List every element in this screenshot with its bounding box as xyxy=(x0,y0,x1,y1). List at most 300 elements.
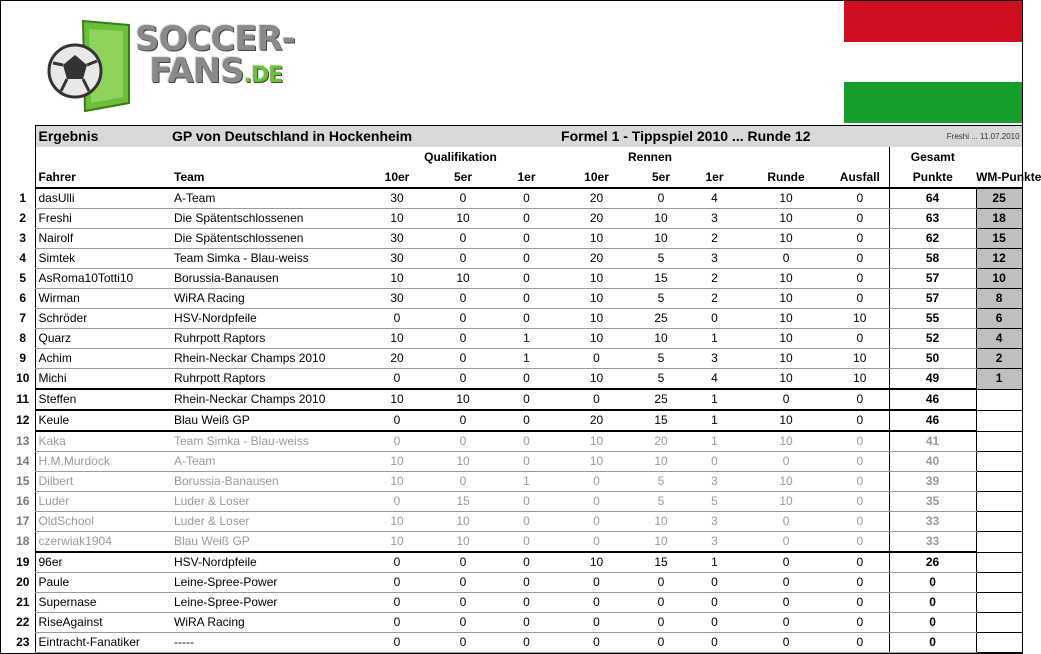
rank-cell: 15 xyxy=(16,474,30,488)
logo-line2: FANS xyxy=(149,51,244,91)
fahrer-cell: Michi xyxy=(35,369,172,390)
punkte-cell: 63 xyxy=(889,209,976,229)
q10-cell: 0 xyxy=(362,309,432,329)
q5-cell: 10 xyxy=(432,269,494,289)
punkte-cell: 0 xyxy=(889,633,976,653)
wm-punkte-cell: 12 xyxy=(976,249,1022,269)
r5-cell: 5 xyxy=(634,289,688,309)
q5-cell: 0 xyxy=(432,289,494,309)
q10-cell: 30 xyxy=(362,188,432,209)
team-cell: Borussia-Banausen xyxy=(172,472,362,492)
ausfall-cell: 10 xyxy=(831,349,889,369)
team-cell: A-Team xyxy=(172,452,362,472)
group-rennen: Rennen xyxy=(628,149,673,164)
r1-cell: 4 xyxy=(688,188,741,209)
table-row xyxy=(11,389,1022,410)
team-cell: Team Simka - Blau-weiss xyxy=(172,431,362,452)
rank-cell: 5 xyxy=(19,271,27,285)
ausfall-cell: 0 xyxy=(831,532,889,553)
fahrer-cell: Keule xyxy=(35,410,172,431)
fahrer-cell: Simtek xyxy=(35,249,172,269)
r1-cell: 3 xyxy=(688,209,741,229)
punkte-cell: 0 xyxy=(889,573,976,593)
r1-cell: 3 xyxy=(688,349,741,369)
runde-cell: 0 xyxy=(741,593,831,613)
ausfall-cell: 0 xyxy=(831,573,889,593)
r1-cell: 0 xyxy=(688,633,741,653)
rank-cell: 9 xyxy=(19,351,27,365)
table-row xyxy=(11,472,1022,492)
wm-punkte-cell xyxy=(976,389,1022,410)
fahrer-cell: 96er xyxy=(35,552,172,573)
punkte-cell: 46 xyxy=(889,389,976,410)
q5-cell: 0 xyxy=(432,431,494,452)
r10-cell: 10 xyxy=(559,552,634,573)
q5-cell: 0 xyxy=(432,613,494,633)
r10-cell: 10 xyxy=(559,452,634,472)
q10-cell: 0 xyxy=(362,593,432,613)
wm-punkte-cell: 6 xyxy=(976,309,1022,329)
team-cell: Die Spätentschlossenen xyxy=(172,229,362,249)
q1-cell: 0 xyxy=(494,229,559,249)
punkte-cell: 0 xyxy=(889,593,976,613)
ausfall-cell: 0 xyxy=(831,431,889,452)
col-punkte: Punkte xyxy=(889,167,976,188)
fahrer-cell: H.M.Murdock xyxy=(35,452,172,472)
runde-cell: 10 xyxy=(741,188,831,209)
r1-cell: 2 xyxy=(688,269,741,289)
runde-cell: 10 xyxy=(741,492,831,512)
q5-cell: 10 xyxy=(432,452,494,472)
flag-stripe-green xyxy=(844,82,1022,123)
r10-cell: 10 xyxy=(559,289,634,309)
r10-cell: 0 xyxy=(559,492,634,512)
team-cell: Leine-Spree-Power xyxy=(172,593,362,613)
rank-cell: 23 xyxy=(16,635,30,649)
rank-cell: 19 xyxy=(16,554,30,569)
rank-cell: 2 xyxy=(19,211,27,225)
wm-punkte-cell xyxy=(976,410,1022,431)
r10-cell: 0 xyxy=(559,512,634,532)
q10-cell: 0 xyxy=(362,431,432,452)
q5-cell: 10 xyxy=(432,512,494,532)
team-cell: Luder & Loser xyxy=(172,492,362,512)
table-row xyxy=(11,593,1022,613)
wm-punkte-cell xyxy=(976,633,1022,653)
r10-cell: 20 xyxy=(559,410,634,431)
col-runde: Runde xyxy=(741,167,831,188)
ausfall-cell: 0 xyxy=(831,209,889,229)
rank-cell: 12 xyxy=(16,413,30,427)
col-r10: 10er xyxy=(559,167,634,188)
table-row xyxy=(11,532,1022,553)
r1-cell: 3 xyxy=(688,532,741,553)
table-row xyxy=(11,573,1022,593)
r10-cell: 10 xyxy=(559,431,634,452)
team-cell: Blau Weiß GP xyxy=(172,410,362,431)
q10-cell: 10 xyxy=(362,269,432,289)
team-cell: Ruhrpott Raptors xyxy=(172,369,362,390)
punkte-cell: 46 xyxy=(889,410,976,431)
table-row xyxy=(11,229,1022,249)
q1-cell: 0 xyxy=(494,613,559,633)
r5-cell: 10 xyxy=(634,329,688,349)
punkte-cell: 41 xyxy=(889,431,976,452)
team-cell: Rhein-Neckar Champs 2010 xyxy=(172,349,362,369)
punkte-cell: 52 xyxy=(889,329,976,349)
q10-cell: 0 xyxy=(362,613,432,633)
col-r1: 1er xyxy=(688,167,741,188)
q10-cell: 0 xyxy=(362,633,432,653)
logo-text xyxy=(135,19,295,92)
r5-cell: 5 xyxy=(634,369,688,390)
r1-cell: 1 xyxy=(688,431,741,452)
ausfall-cell: 0 xyxy=(831,552,889,573)
q1-cell: 0 xyxy=(494,512,559,532)
wm-punkte-cell: 4 xyxy=(976,329,1022,349)
q10-cell: 30 xyxy=(362,229,432,249)
r5-cell: 20 xyxy=(634,431,688,452)
r5-cell: 10 xyxy=(634,229,688,249)
punkte-cell: 0 xyxy=(889,613,976,633)
punkte-cell: 26 xyxy=(889,552,976,573)
r5-cell: 0 xyxy=(634,593,688,613)
rank-cell: 20 xyxy=(16,575,30,589)
q10-cell: 30 xyxy=(362,289,432,309)
wm-punkte-cell: 18 xyxy=(976,209,1022,229)
r10-cell: 0 xyxy=(559,389,634,410)
q5-cell: 0 xyxy=(432,249,494,269)
flag-stripe-white xyxy=(844,42,1022,83)
wm-punkte-cell: 15 xyxy=(976,229,1022,249)
q1-cell: 0 xyxy=(494,369,559,390)
q1-cell: 0 xyxy=(494,389,559,410)
runde-cell: 0 xyxy=(741,512,831,532)
q5-cell: 0 xyxy=(432,349,494,369)
r10-cell: 0 xyxy=(559,633,634,653)
runde-cell: 0 xyxy=(741,633,831,653)
team-cell: Team Simka - Blau-weiss xyxy=(172,249,362,269)
ausfall-cell: 0 xyxy=(831,593,889,613)
runde-cell: 10 xyxy=(741,410,831,431)
rank-cell: 6 xyxy=(19,291,27,305)
group-qualifikation: Qualifikation xyxy=(424,149,497,164)
runde-cell: 0 xyxy=(741,552,831,573)
rank-cell: 18 xyxy=(16,534,30,549)
r10-cell: 20 xyxy=(559,209,634,229)
wm-punkte-cell xyxy=(976,512,1022,532)
q1-cell: 0 xyxy=(494,452,559,472)
wm-punkte-cell xyxy=(976,593,1022,613)
r1-cell: 3 xyxy=(688,472,741,492)
ausfall-cell: 0 xyxy=(831,229,889,249)
punkte-cell: 64 xyxy=(889,188,976,209)
q5-cell: 0 xyxy=(432,552,494,573)
q10-cell: 20 xyxy=(362,349,432,369)
ausfall-cell: 0 xyxy=(831,613,889,633)
ausfall-cell: 0 xyxy=(831,329,889,349)
hungary-flag xyxy=(844,1,1022,123)
ergebnis-label: Ergebnis xyxy=(35,126,172,148)
fahrer-cell: Eintracht-Fanatiker xyxy=(35,633,172,653)
r5-cell: 0 xyxy=(634,573,688,593)
r10-cell: 10 xyxy=(559,329,634,349)
q1-cell: 1 xyxy=(494,349,559,369)
q5-cell: 10 xyxy=(432,532,494,553)
ausfall-cell: 0 xyxy=(831,269,889,289)
q1-cell: 0 xyxy=(494,289,559,309)
table-row xyxy=(11,329,1022,349)
fahrer-cell: Paule xyxy=(35,573,172,593)
runde-cell: 10 xyxy=(741,329,831,349)
fahrer-cell: czerwiak1904 xyxy=(35,532,172,553)
column-header-row xyxy=(11,167,1022,188)
q10-cell: 10 xyxy=(362,452,432,472)
rank-cell: 17 xyxy=(16,514,30,528)
fahrer-cell: Luder xyxy=(35,492,172,512)
table-row xyxy=(11,613,1022,633)
r1-cell: 1 xyxy=(688,410,741,431)
logo-line1: SOCCER- xyxy=(135,19,295,59)
r10-cell: 0 xyxy=(559,573,634,593)
q10-cell: 30 xyxy=(362,249,432,269)
fahrer-cell: Nairolf xyxy=(35,229,172,249)
r1-cell: 0 xyxy=(688,593,741,613)
r1-cell: 0 xyxy=(688,452,741,472)
r1-cell: 0 xyxy=(688,309,741,329)
team-cell: HSV-Nordpfeile xyxy=(172,552,362,573)
table-row xyxy=(11,269,1022,289)
table-row xyxy=(11,249,1022,269)
q5-cell: 0 xyxy=(432,329,494,349)
fahrer-cell: Achim xyxy=(35,349,172,369)
r5-cell: 0 xyxy=(634,188,688,209)
q10-cell: 10 xyxy=(362,472,432,492)
wm-punkte-cell xyxy=(976,492,1022,512)
punkte-cell: 49 xyxy=(889,369,976,390)
q5-cell: 0 xyxy=(432,472,494,492)
wm-punkte-cell xyxy=(976,532,1022,553)
q10-cell: 0 xyxy=(362,552,432,573)
ausfall-cell: 10 xyxy=(831,369,889,390)
q5-cell: 10 xyxy=(432,209,494,229)
punkte-cell: 58 xyxy=(889,249,976,269)
q10-cell: 10 xyxy=(362,512,432,532)
r5-cell: 0 xyxy=(634,633,688,653)
team-cell: Ruhrpott Raptors xyxy=(172,329,362,349)
race-title: GP von Deutschland in Hockenheim xyxy=(172,126,559,148)
table-row xyxy=(11,512,1022,532)
wm-punkte-cell xyxy=(976,472,1022,492)
runde-cell: 10 xyxy=(741,209,831,229)
ausfall-cell: 0 xyxy=(831,188,889,209)
fahrer-cell: Schröder xyxy=(35,309,172,329)
q10-cell: 10 xyxy=(362,329,432,349)
runde-cell: 10 xyxy=(741,349,831,369)
q1-cell: 0 xyxy=(494,410,559,431)
r10-cell: 0 xyxy=(559,532,634,553)
team-cell: Luder & Loser xyxy=(172,512,362,532)
fahrer-cell: Kaka xyxy=(35,431,172,452)
table-row xyxy=(11,209,1022,229)
team-cell: ----- xyxy=(172,633,362,653)
col-q1: 1er xyxy=(494,167,559,188)
runde-cell: 0 xyxy=(741,249,831,269)
ausfall-cell: 0 xyxy=(831,249,889,269)
q1-cell: 0 xyxy=(494,249,559,269)
col-wm-punkte: WM-Punkte xyxy=(976,167,1022,188)
r1-cell: 0 xyxy=(688,573,741,593)
q5-cell: 0 xyxy=(432,369,494,390)
r10-cell: 0 xyxy=(559,613,634,633)
team-cell: A-Team xyxy=(172,188,362,209)
table-row xyxy=(11,349,1022,369)
title-row xyxy=(11,126,1022,148)
r5-cell: 5 xyxy=(634,249,688,269)
wm-punkte-cell xyxy=(976,573,1022,593)
r5-cell: 5 xyxy=(634,349,688,369)
r1-cell: 3 xyxy=(688,512,741,532)
team-cell: Borussia-Banausen xyxy=(172,269,362,289)
punkte-cell: 33 xyxy=(889,532,976,553)
soccer-fans-logo[interactable] xyxy=(45,15,295,115)
r1-cell: 2 xyxy=(688,289,741,309)
runde-cell: 10 xyxy=(741,472,831,492)
fahrer-cell: Steffen xyxy=(35,389,172,410)
runde-cell: 0 xyxy=(741,613,831,633)
r5-cell: 15 xyxy=(634,269,688,289)
q5-cell: 0 xyxy=(432,410,494,431)
col-q5: 5er xyxy=(432,167,494,188)
logo-shield-icon xyxy=(45,15,135,115)
fahrer-cell: Dilbert xyxy=(35,472,172,492)
runde-cell: 0 xyxy=(741,452,831,472)
wm-punkte-cell xyxy=(976,431,1022,452)
q1-cell: 0 xyxy=(494,633,559,653)
ausfall-cell: 0 xyxy=(831,512,889,532)
table-row xyxy=(11,289,1022,309)
table-row xyxy=(11,452,1022,472)
table-row xyxy=(11,431,1022,452)
wm-punkte-cell: 2 xyxy=(976,349,1022,369)
r5-cell: 10 xyxy=(634,209,688,229)
q10-cell: 0 xyxy=(362,573,432,593)
r1-cell: 3 xyxy=(688,249,741,269)
wm-punkte-cell xyxy=(976,452,1022,472)
q5-cell: 0 xyxy=(432,309,494,329)
r10-cell: 0 xyxy=(559,472,634,492)
rank-cell: 11 xyxy=(16,392,30,406)
q1-cell: 0 xyxy=(494,593,559,613)
runde-cell: 10 xyxy=(741,369,831,390)
q5-cell: 0 xyxy=(432,633,494,653)
fahrer-cell: OldSchool xyxy=(35,512,172,532)
meta-info: Freshi ... 11.07.2010 xyxy=(831,126,1022,148)
runde-cell: 0 xyxy=(741,389,831,410)
col-team: Team xyxy=(172,167,362,188)
ausfall-cell: 10 xyxy=(831,309,889,329)
series-title: Formel 1 - Tippspiel 2010 ... Runde 12 xyxy=(559,126,831,148)
table-row xyxy=(11,552,1022,573)
r5-cell: 5 xyxy=(634,492,688,512)
q1-cell: 0 xyxy=(494,492,559,512)
wm-punkte-cell: 25 xyxy=(976,188,1022,209)
wm-punkte-cell xyxy=(976,613,1022,633)
table-row xyxy=(11,410,1022,431)
col-r5: 5er xyxy=(634,167,688,188)
runde-cell: 10 xyxy=(741,309,831,329)
ausfall-cell: 0 xyxy=(831,410,889,431)
q10-cell: 10 xyxy=(362,389,432,410)
punkte-cell: 57 xyxy=(889,269,976,289)
rank-cell: 3 xyxy=(19,231,27,245)
results-table xyxy=(11,125,1041,653)
team-cell: Leine-Spree-Power xyxy=(172,573,362,593)
r10-cell: 20 xyxy=(559,188,634,209)
punkte-cell: 62 xyxy=(889,229,976,249)
r10-cell: 10 xyxy=(559,269,634,289)
q1-cell: 0 xyxy=(494,532,559,553)
col-fahrer: Fahrer xyxy=(35,167,172,188)
table-row xyxy=(11,369,1022,390)
wm-punkte-cell: 8 xyxy=(976,289,1022,309)
table-row xyxy=(11,492,1022,512)
fahrer-cell: Quarz xyxy=(35,329,172,349)
q10-cell: 0 xyxy=(362,492,432,512)
ausfall-cell: 0 xyxy=(831,492,889,512)
table-row xyxy=(11,309,1022,329)
fahrer-cell: AsRoma10Totti10 xyxy=(35,269,172,289)
fahrer-cell: Supernase xyxy=(35,593,172,613)
group-gesamt: Gesamt xyxy=(910,149,955,164)
q1-cell: 0 xyxy=(494,309,559,329)
rank-cell: 22 xyxy=(16,615,30,629)
r5-cell: 0 xyxy=(634,613,688,633)
team-cell: HSV-Nordpfeile xyxy=(172,309,362,329)
punkte-cell: 39 xyxy=(889,472,976,492)
wm-punkte-cell xyxy=(976,552,1022,573)
r10-cell: 0 xyxy=(559,349,634,369)
runde-cell: 10 xyxy=(741,269,831,289)
rank-cell: 7 xyxy=(19,311,27,325)
group-header-row xyxy=(11,147,1022,167)
r5-cell: 10 xyxy=(634,532,688,553)
r10-cell: 0 xyxy=(559,593,634,613)
wm-punkte-cell: 1 xyxy=(976,369,1022,390)
fahrer-cell: dasUlli xyxy=(35,188,172,209)
q10-cell: 0 xyxy=(362,410,432,431)
team-cell: WiRA Racing xyxy=(172,289,362,309)
table-row xyxy=(11,188,1022,209)
team-cell: Die Spätentschlossenen xyxy=(172,209,362,229)
team-cell: WiRA Racing xyxy=(172,613,362,633)
rank-cell: 14 xyxy=(16,454,30,468)
q1-cell: 1 xyxy=(494,329,559,349)
r10-cell: 10 xyxy=(559,229,634,249)
flag-stripe-red xyxy=(844,1,1022,42)
rank-cell: 13 xyxy=(16,433,30,448)
punkte-cell: 33 xyxy=(889,512,976,532)
punkte-cell: 40 xyxy=(889,452,976,472)
r5-cell: 10 xyxy=(634,512,688,532)
q1-cell: 0 xyxy=(494,269,559,289)
r1-cell: 2 xyxy=(688,229,741,249)
q10-cell: 10 xyxy=(362,532,432,553)
q5-cell: 0 xyxy=(432,593,494,613)
r1-cell: 1 xyxy=(688,389,741,410)
col-q10: 10er xyxy=(362,167,432,188)
ausfall-cell: 0 xyxy=(831,289,889,309)
